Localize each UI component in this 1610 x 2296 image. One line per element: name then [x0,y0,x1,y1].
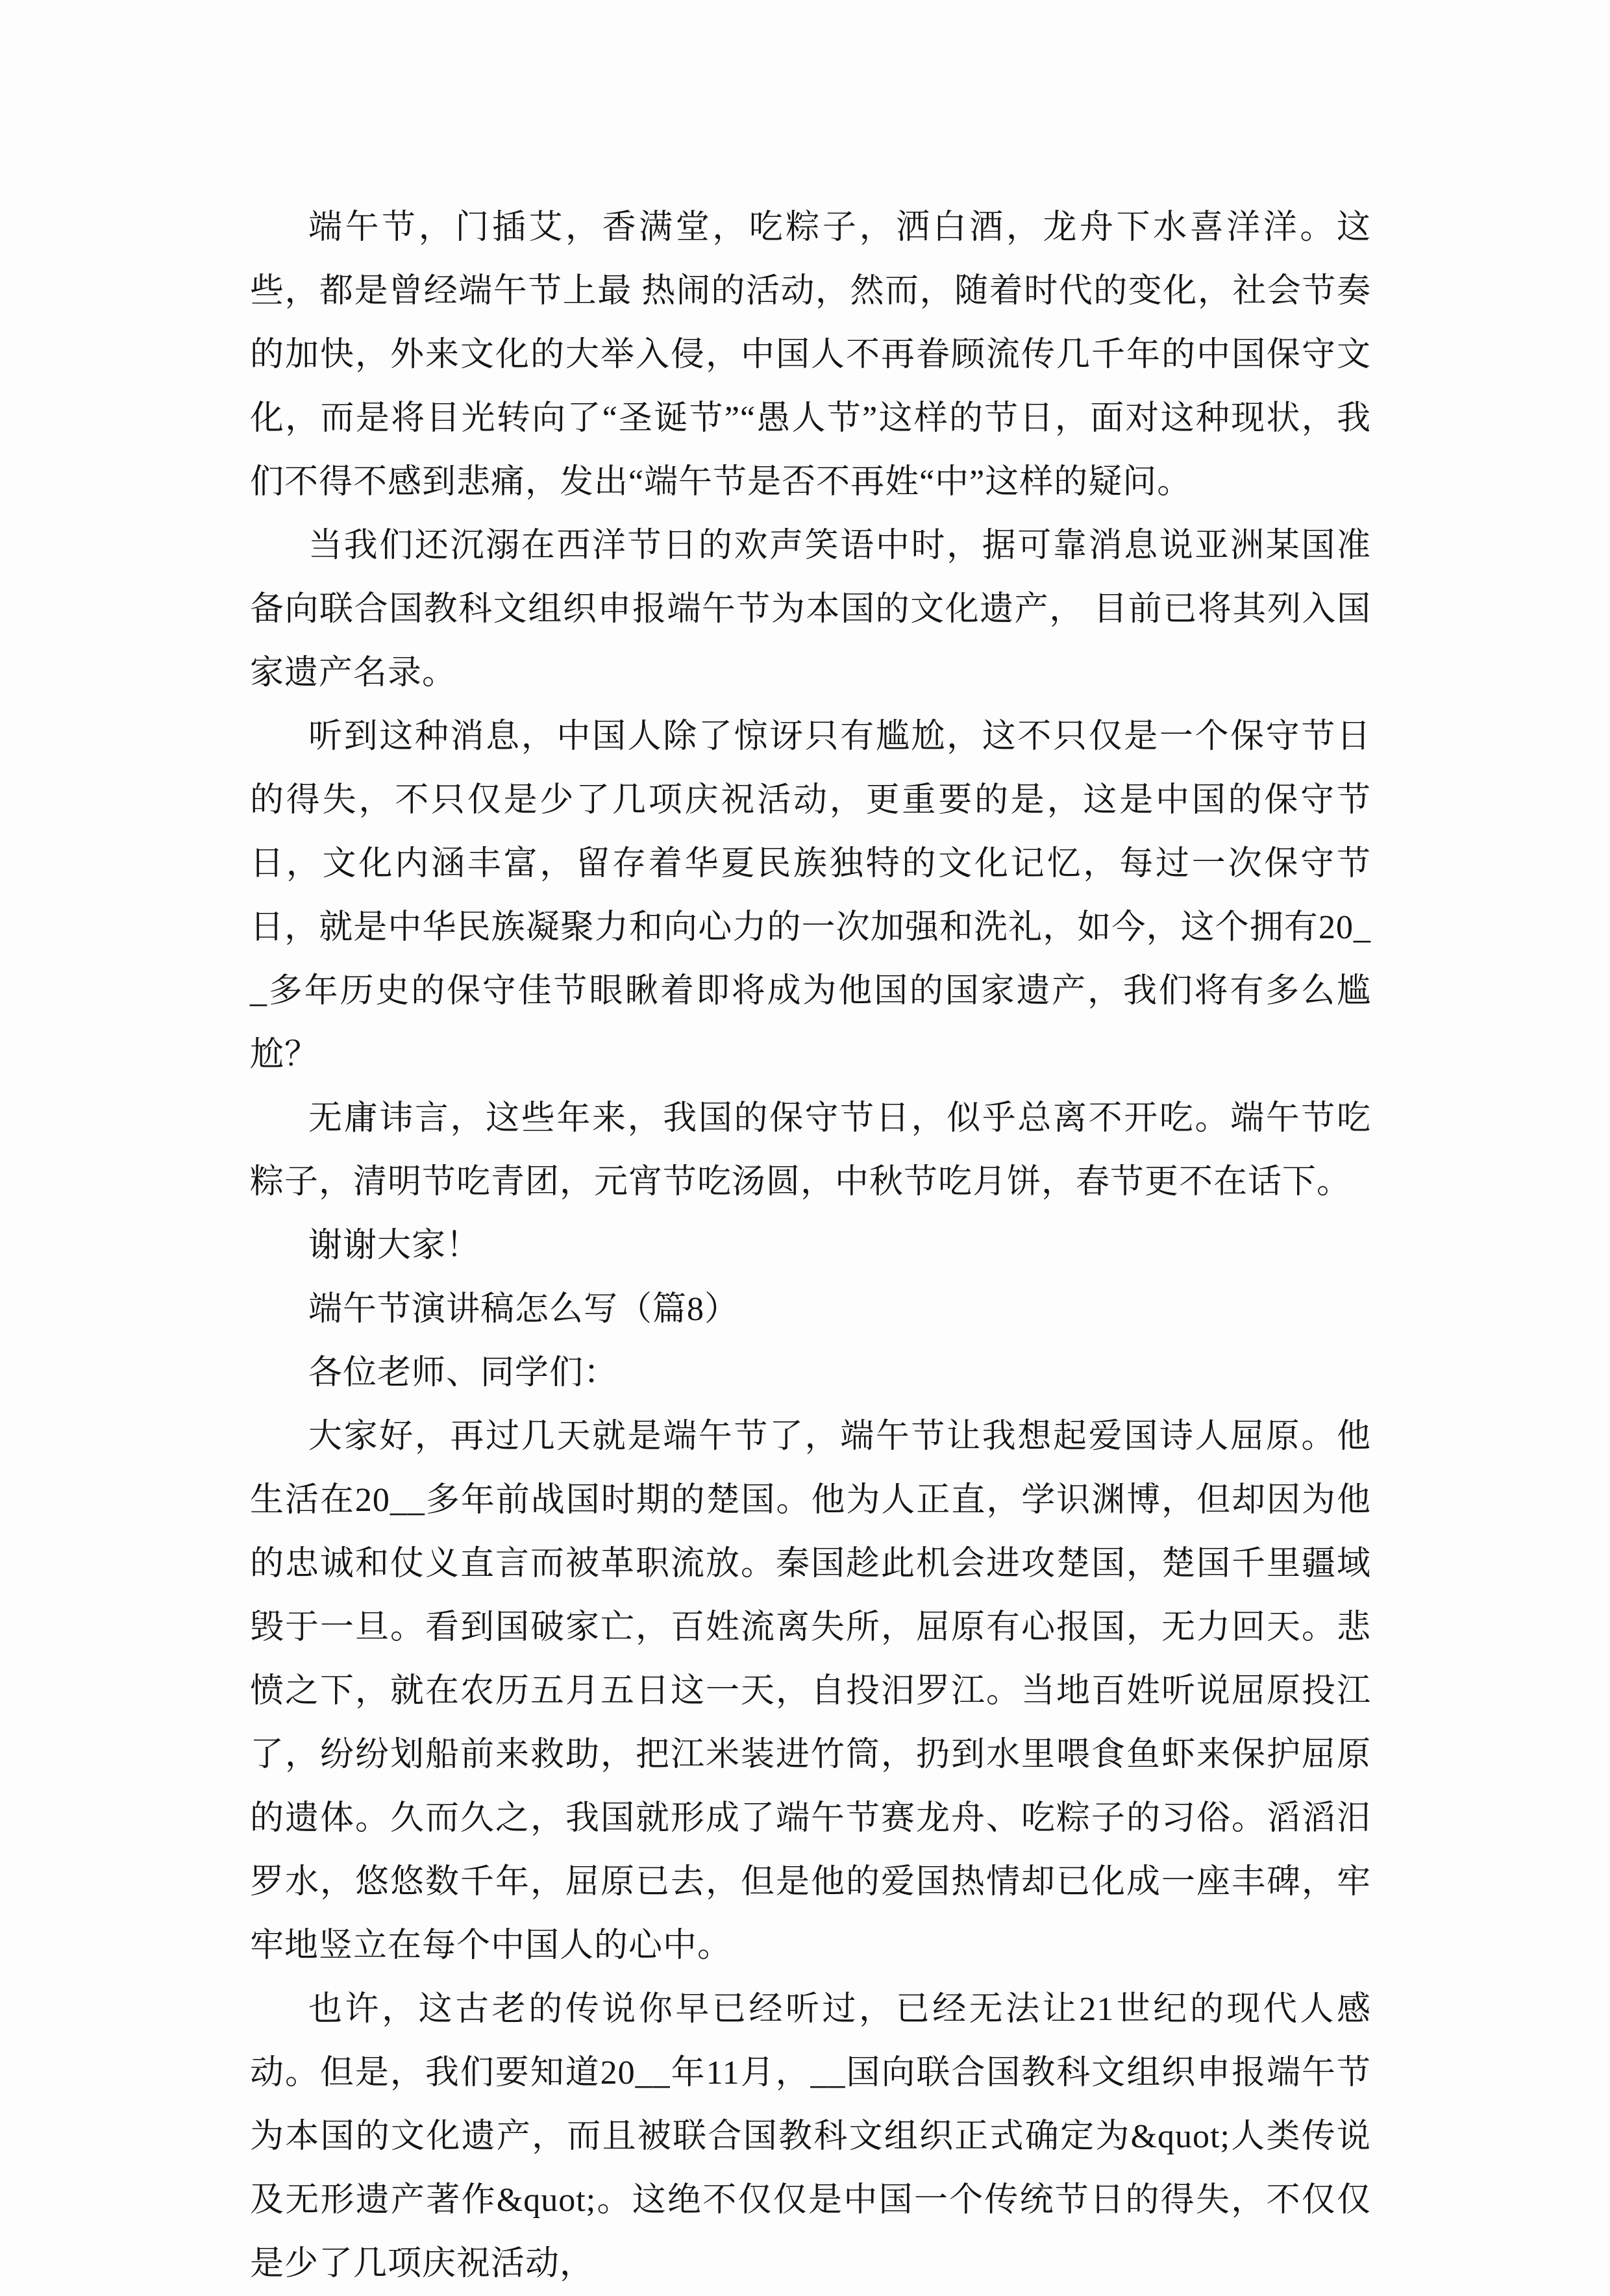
paragraph-salutation: 各位老师、同学们： [308,1354,619,1391]
paragraph-festival-foods: 无庸讳言，这些年来，我国的保守节日，似乎总离不开吃。端午节吃粽子，清明节吃青团，元宵节吃汤圆，中秋节吃月饼，春节更不在话下。 [250,1100,1371,1201]
paragraph-thanks: 谢谢大家！ [308,1227,481,1264]
paragraph-festival-customs: 端午节，门插艾，香满堂，吃粽子，洒白酒，龙舟下水喜洋洋。这些，都是曾经端午节上最 热闹的活动，然而，随着时代的变化，社会节奏的加快，外来文化的大举入侵，中国人不再眷顾流传几千年的中国保守文化，而是将目光转向了“圣诞节”“愚人节”这样的节日，面对这种现状，我们不得不感到悲痛，发出“端午节是否不再姓“中”这样的疑问。 [250,209,1371,501]
paragraph-quyuan-story: 大家好，再过几天就是端午节了，端午节让我想起爱国诗人屈原。他生活在20__多年前战国时期的楚国。他为人正直，学识渊博，但却因为他的忠诚和仗义直言而被革职流放。秦国趁此机会进攻楚国，楚国千里疆域毁于一旦。看到国破家亡，百姓流离失所，屈原有心报国，无力回天。悲愤之下，就在农历五月五日这一天，自投汨罗江。当地百姓听说屈原投江了，纷纷划船前来救助，把江米装进竹筒，扔到水里喂食鱼虾来保护屈原的遗体。久而久之，我国就形成了端午节赛龙舟、吃粽子的习俗。滔滔汨罗水，悠悠数千年，屈原已去，但是他的爱国热情却已化成一座丰碑，牢牢地竖立在每个中国人的心中。 [250,1418,1371,1964]
paragraph-legend-modern: 也许，这古老的传说你早已经听过，已经无法让21世纪的现代人感动。但是，我们要知道20__年11月，__国向联合国教科文组织申报端午节为本国的文化遗产，而且被联合国教科文组织正式确定为&quot;人类传说及无形遗产著作&quot;。这绝不仅仅是中国一个传统节日的得失，不仅仅是少了几项庆祝活动， [250,1991,1371,2282]
paragraph-reaction: 听到这种消息，中国人除了惊讶只有尴尬，这不只仅是一个保守节日的得失，不只仅是少了几项庆祝活动，更重要的是，这是中国的保守节日，文化内涵丰富，留存着华夏民族独特的文化记忆，每过一次保守节日，就是中华民族凝聚力和向心力的一次加强和洗礼，如今，这个拥有20__多年历史的保守佳节眼瞅着即将成为他国的国家遗产，我们将有多么尴尬？ [250,718,1371,1073]
paragraph-heritage-news: 当我们还沉溺在西洋节日的欢声笑语中时，据可靠消息说亚洲某国准备向联合国教科文组织申报端午节为本国的文化遗产， 目前已将其列入国家遗产名录。 [250,527,1371,692]
paragraph-section-heading: 端午节演讲稿怎么写（篇8） [308,1291,739,1328]
text-body [250,196,1371,2296]
